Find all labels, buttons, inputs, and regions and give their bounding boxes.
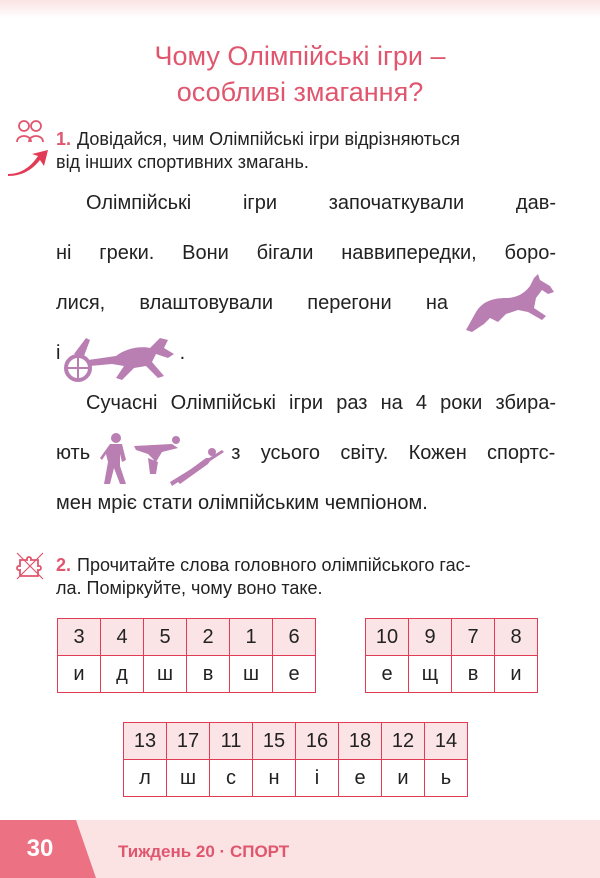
cipher-letter-cell: е — [339, 760, 382, 797]
text-line-5: Сучасні Олімпійські ігри раз на 4 роки збира- — [86, 392, 556, 414]
cipher-number-cell: 14 — [425, 723, 468, 760]
cipher-letter-cell: и — [382, 760, 425, 797]
arrow-icon — [6, 148, 50, 178]
cipher-letter-cell: щ — [409, 656, 452, 693]
cipher-letter-cell: в — [452, 656, 495, 693]
cipher-number-cell: 4 — [101, 619, 144, 656]
cipher-number-cell: 15 — [253, 723, 296, 760]
athletes-icon — [100, 432, 224, 486]
top-band — [0, 0, 600, 18]
discussion-icon — [14, 118, 46, 150]
cipher-number-cell: 5 — [144, 619, 187, 656]
text-line-6: ють з усього світу. Кожен спортс- — [56, 442, 556, 464]
cipher-table-1 — [57, 618, 316, 693]
cipher-number-cell: 2 — [187, 619, 230, 656]
cipher-number-cell: 18 — [339, 723, 382, 760]
cipher-letter-cell: ш — [144, 656, 187, 693]
cipher-letter-cell: н — [253, 760, 296, 797]
cipher-table-2 — [365, 618, 538, 693]
week-label: Тиждень 20 · СПОРТ — [118, 842, 290, 861]
text-line-7: мен мріє стати олімпійським чемпіоном. — [56, 492, 428, 514]
text-line-1: Олімпійські ігри започаткували дав- — [86, 192, 556, 214]
horse-icon — [462, 272, 556, 334]
cipher-letter-cell: л — [124, 760, 167, 797]
cipher-letter-cell: е — [366, 656, 409, 693]
cipher-number-cell: 3 — [58, 619, 101, 656]
cipher-number-cell: 11 — [210, 723, 253, 760]
cipher-letter-cell: и — [58, 656, 101, 693]
cipher-number-cell: 17 — [167, 723, 210, 760]
text-line-4: і . — [56, 342, 186, 364]
cipher-number-cell: 9 — [409, 619, 452, 656]
cipher-number-cell: 12 — [382, 723, 425, 760]
cipher-letter-cell: е — [273, 656, 316, 693]
cipher-number-cell: 16 — [296, 723, 339, 760]
chariot-icon — [64, 330, 176, 384]
cipher-letter-cell: и — [495, 656, 538, 693]
page-title: Чому Олімпійські ігри – особливі змагання? — [154, 41, 446, 107]
cipher-number-cell: 6 — [273, 619, 316, 656]
text-line-3: лися, влаштовували перегони на — [56, 292, 448, 314]
cipher-number-cell: 8 — [495, 619, 538, 656]
cipher-letter-cell: і — [296, 760, 339, 797]
cipher-letter-cell: д — [101, 656, 144, 693]
text-line-2: ні греки. Вони бігали наввипередки, боро- — [56, 242, 556, 264]
cipher-number-cell: 10 — [366, 619, 409, 656]
cipher-letter-cell: ш — [167, 760, 210, 797]
cipher-number-cell: 13 — [124, 723, 167, 760]
cipher-letter-cell: ь — [425, 760, 468, 797]
page-number: 30 — [26, 835, 54, 862]
task1-text: 1. Довідайся, чим Олімпійські ігри відрізняються від інших спортивних змагань. — [56, 129, 460, 172]
cipher-number-cell: 1 — [230, 619, 273, 656]
cipher-number-cell: 7 — [452, 619, 495, 656]
cipher-letter-cell: ш — [230, 656, 273, 693]
cipher-letter-cell: в — [187, 656, 230, 693]
task2-text: 2. Прочитайте слова головного олімпійського гас- ла. Поміркуйте, чому воно таке. — [56, 555, 471, 598]
puzzle-icon — [14, 550, 46, 582]
cipher-table-3 — [123, 722, 468, 797]
cipher-letter-cell: с — [210, 760, 253, 797]
